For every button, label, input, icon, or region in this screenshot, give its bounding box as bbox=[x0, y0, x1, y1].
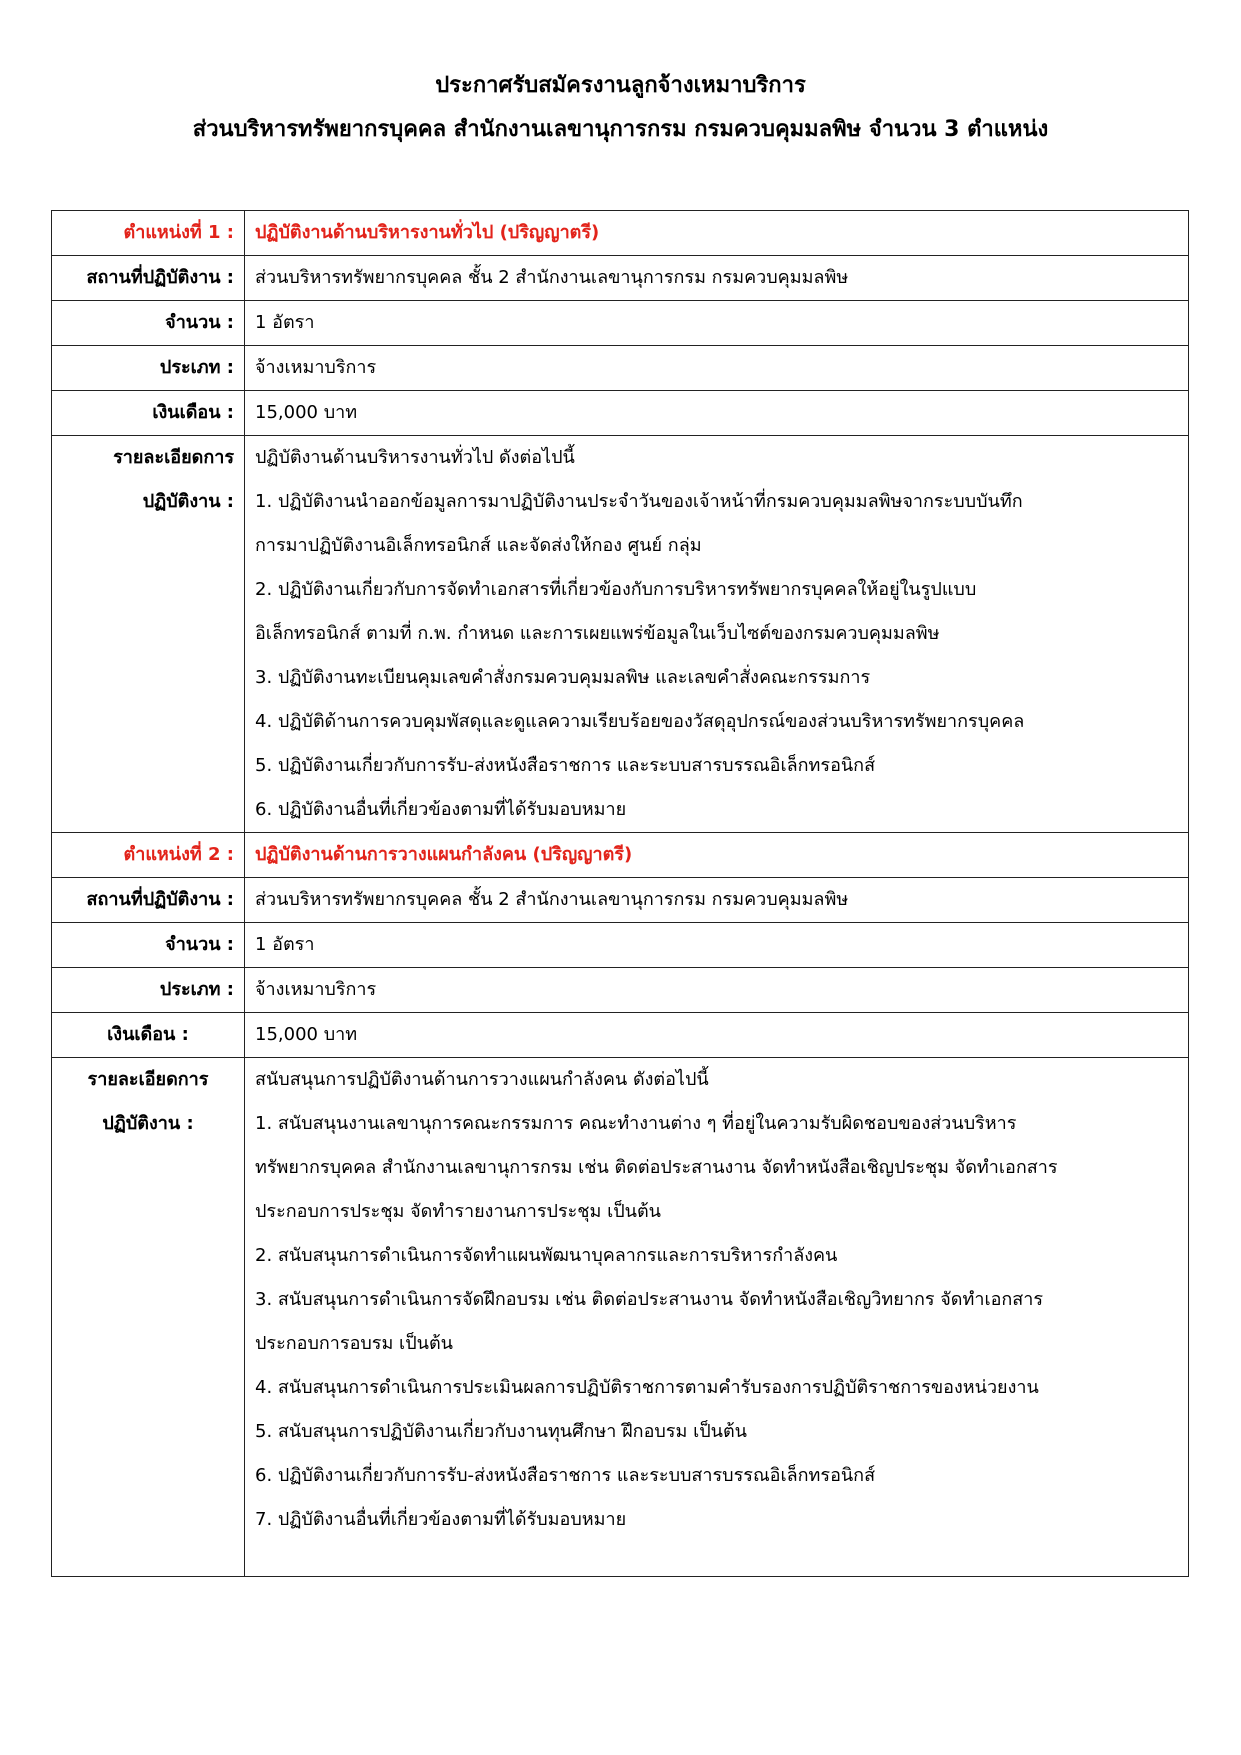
position-1-salary: 15,000 บาท bbox=[245, 391, 1189, 436]
details-line: 3. ปฏิบัติงานทะเบียนคุมเลขคำสั่งกรมควบคุมมลพิษ และเลขคำสั่งคณะกรรมการ bbox=[255, 667, 871, 688]
details-label-line-1: รายละเอียดการ bbox=[87, 1069, 209, 1090]
details-label-line-2: ปฏิบัติงาน : bbox=[142, 491, 234, 512]
details-line: 4. ปฏิบัติด้านการควบคุมพัสดุและดูแลความเรียบร้อยของวัสดุอุปกรณ์ของส่วนบริหารทรัพยากรบุคคล bbox=[255, 711, 1025, 732]
position-1-count-row bbox=[52, 301, 1189, 346]
position-2-count: 1 อัตรา bbox=[245, 923, 1189, 968]
details-label bbox=[52, 436, 245, 833]
position-1-count: 1 อัตรา bbox=[245, 301, 1189, 346]
details-line: 5. สนับสนุนการปฏิบัติงานเกี่ยวกับงานทุนศึกษา ฝึกอบรม เป็นต้น bbox=[255, 1421, 747, 1442]
position-2-salary-row bbox=[52, 1013, 1189, 1058]
details-line: ประกอบการอบรม เป็นต้น bbox=[255, 1333, 453, 1354]
salary-label: เงินเดือน : bbox=[52, 391, 245, 436]
position-2-workplace-row bbox=[52, 878, 1189, 923]
details-line: การมาปฏิบัติงานอิเล็กทรอนิกส์ และจัดส่งให้กอง ศูนย์ กลุ่ม bbox=[255, 535, 702, 556]
workplace-label: สถานที่ปฏิบัติงาน : bbox=[52, 256, 245, 301]
position-2-header-row bbox=[52, 833, 1189, 878]
details-line: 4. สนับสนุนการดำเนินการประเมินผลการปฏิบัติราชการตามคำรับรองการปฏิบัติราชการของหน่วยงาน bbox=[255, 1377, 1039, 1398]
position-2-details-row bbox=[52, 1058, 1189, 1577]
position-1-type-row bbox=[52, 346, 1189, 391]
positions-table bbox=[51, 210, 1189, 1577]
position-1-workplace-row bbox=[52, 256, 1189, 301]
position-2-salary: 15,000 บาท bbox=[245, 1013, 1189, 1058]
position-1-salary-row bbox=[52, 391, 1189, 436]
details-line: อิเล็กทรอนิกส์ ตามที่ ก.พ. กำหนด และการเผยแพร่ข้อมูลในเว็บไซต์ของกรมควบคุมมลพิษ bbox=[255, 623, 940, 644]
document-subtitle: ส่วนบริหารทรัพยากรบุคคล สำนักงานเลขานุการกรม กรมควบคุมมลพิษ จำนวน 3 ตำแหน่ง bbox=[192, 117, 1049, 142]
details-line: 2. สนับสนุนการดำเนินการจัดทำแผนพัฒนาบุคลากรและการบริหารกำลังคน bbox=[255, 1245, 838, 1266]
document-title: ประกาศรับสมัครงานลูกจ้างเหมาบริการ bbox=[435, 73, 806, 98]
details-line: ปฏิบัติงานด้านบริหารงานทั่วไป ดังต่อไปนี้ bbox=[255, 447, 575, 468]
details-label-line-1: รายละเอียดการ bbox=[113, 447, 234, 468]
count-label: จำนวน : bbox=[52, 923, 245, 968]
salary-label: เงินเดือน : bbox=[52, 1013, 245, 1058]
position-2-details bbox=[245, 1058, 1189, 1577]
position-1-label: ตำแหน่งที่ 1 : bbox=[52, 211, 245, 256]
position-1-title: ปฏิบัติงานด้านบริหารงานทั่วไป (ปริญญาตรี) bbox=[245, 211, 1189, 256]
details-line: 2. ปฏิบัติงานเกี่ยวกับการจัดทำเอกสารที่เกี่ยวข้องกับการบริหารทรัพยากรบุคคลให้อยู่ในรูปแบบ bbox=[255, 579, 977, 600]
position-2-label: ตำแหน่งที่ 2 : bbox=[52, 833, 245, 878]
details-line: 1. ปฏิบัติงานนำออกข้อมูลการมาปฏิบัติงานประจำวันของเจ้าหน้าที่กรมควบคุมมลพิษจากระบบบันทึก bbox=[255, 491, 1023, 512]
workplace-label: สถานที่ปฏิบัติงาน : bbox=[52, 878, 245, 923]
details-line: ทรัพยากรบุคคล สำนักงานเลขานุการกรม เช่น ติดต่อประสานงาน จัดทำหนังสือเชิญประชุม จัดทำเอกสาร bbox=[255, 1157, 1058, 1178]
position-2-count-row bbox=[52, 923, 1189, 968]
position-2-type-row bbox=[52, 968, 1189, 1013]
details-line: 6. ปฏิบัติงานอื่นที่เกี่ยวข้องตามที่ได้รับมอบหมาย bbox=[255, 799, 627, 820]
details-line: สนับสนุนการปฏิบัติงานด้านการวางแผนกำลังคน ดังต่อไปนี้ bbox=[255, 1069, 709, 1090]
details-line: 3. สนับสนุนการดำเนินการจัดฝึกอบรม เช่น ติดต่อประสานงาน จัดทำหนังสือเชิญวิทยากร จัดทำเอกสาร bbox=[255, 1289, 1044, 1310]
details-label-line-2: ปฏิบัติงาน : bbox=[102, 1113, 194, 1134]
position-1-details-row bbox=[52, 436, 1189, 833]
position-1-type: จ้างเหมาบริการ bbox=[245, 346, 1189, 391]
details-line: 1. สนับสนุนงานเลขานุการคณะกรรมการ คณะทำงานต่าง ๆ ที่อยู่ในความรับผิดชอบของส่วนบริหาร bbox=[255, 1113, 1017, 1134]
position-2-workplace: ส่วนบริหารทรัพยากรบุคคล ชั้น 2 สำนักงานเลขานุการกรม กรมควบคุมมลพิษ bbox=[245, 878, 1189, 923]
count-label: จำนวน : bbox=[52, 301, 245, 346]
position-2-title: ปฏิบัติงานด้านการวางแผนกำลังคน (ปริญญาตรี) bbox=[245, 833, 1189, 878]
details-line: 5. ปฏิบัติงานเกี่ยวกับการรับ-ส่งหนังสือราชการ และระบบสารบรรณอิเล็กทรอนิกส์ bbox=[255, 755, 876, 776]
position-2-type: จ้างเหมาบริการ bbox=[245, 968, 1189, 1013]
details-label bbox=[52, 1058, 245, 1577]
position-1-header-row bbox=[52, 211, 1189, 256]
details-line: ประกอบการประชุม จัดทำรายงานการประชุม เป็นต้น bbox=[255, 1201, 661, 1222]
type-label: ประเภท : bbox=[52, 346, 245, 391]
position-1-details bbox=[245, 436, 1189, 833]
position-1-workplace: ส่วนบริหารทรัพยากรบุคคล ชั้น 2 สำนักงานเลขานุการกรม กรมควบคุมมลพิษ bbox=[245, 256, 1189, 301]
details-line: 7. ปฏิบัติงานอื่นที่เกี่ยวข้องตามที่ได้รับมอบหมาย bbox=[255, 1509, 627, 1530]
details-line: 6. ปฏิบัติงานเกี่ยวกับการรับ-ส่งหนังสือราชการ และระบบสารบรรณอิเล็กทรอนิกส์ bbox=[255, 1465, 876, 1486]
type-label: ประเภท : bbox=[52, 968, 245, 1013]
document-header bbox=[0, 64, 1241, 152]
